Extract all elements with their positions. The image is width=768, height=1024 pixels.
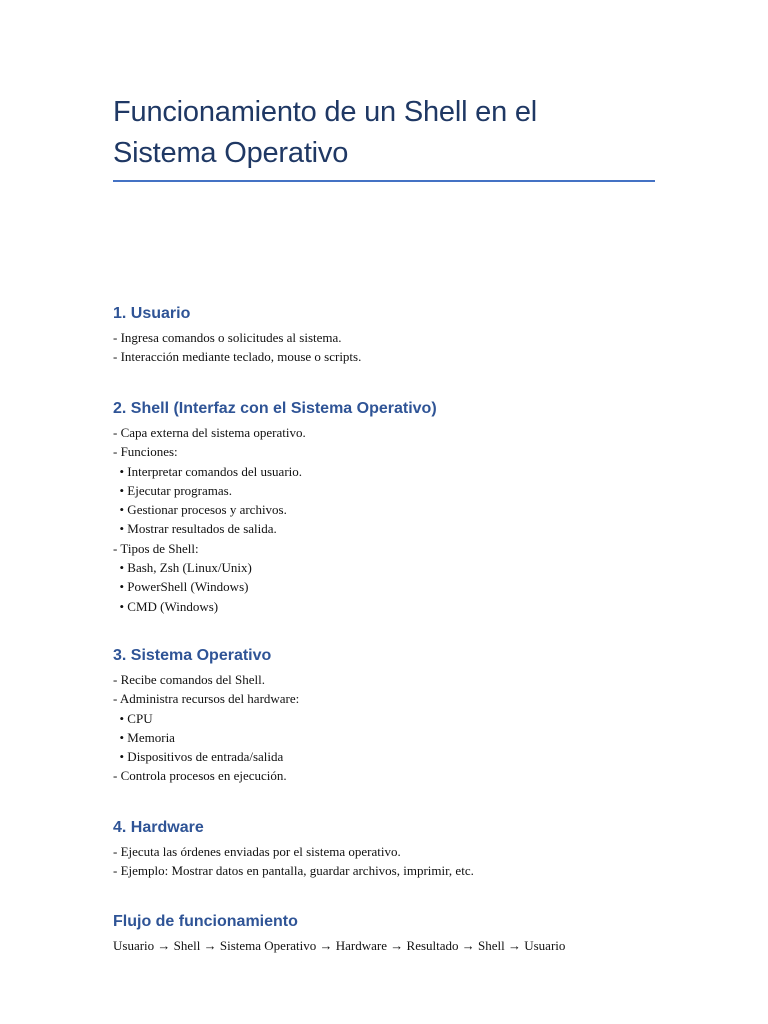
section-lines xyxy=(113,423,437,616)
section-usuario xyxy=(113,304,361,367)
list-item: - Recibe comandos del Shell. xyxy=(113,672,265,687)
list-item: - Controla procesos en ejecución. xyxy=(113,768,287,784)
list-item: - Capa externa del sistema operativo. xyxy=(113,425,306,440)
section-lines xyxy=(113,936,565,955)
list-item: • Gestionar procesos y archivos. xyxy=(113,502,287,518)
section-heading: 1. Usuario xyxy=(113,305,191,322)
list-item: - Administra recursos del hardware: xyxy=(113,691,300,707)
list-item: - Ejemplo: Mostrar datos en pantalla, guardar archivos, imprimir, etc. xyxy=(113,863,474,879)
list-item: - Ingresa comandos o solicitudes al sistema. xyxy=(113,330,342,345)
list-item: • CPU xyxy=(113,710,153,726)
section-lines xyxy=(113,328,361,367)
document-title-line-1: Funcionamiento de un Shell en el xyxy=(113,96,538,128)
list-item: • Dispositivos de entrada/salida xyxy=(113,749,284,765)
list-item: - Interacción mediante teclado, mouse o scripts. xyxy=(113,349,362,365)
section-heading: Flujo de funcionamiento xyxy=(113,913,298,930)
title-divider xyxy=(113,180,655,182)
list-item: • Ejecutar programas. xyxy=(113,482,232,498)
flow-line: Usuario → Shell → Sistema Operativo → Hardware → Resultado → Shell → Usuario xyxy=(113,938,566,953)
list-item: • PowerShell (Windows) xyxy=(113,579,249,595)
list-item: - Ejecuta las órdenes enviadas por el sistema operativo. xyxy=(113,844,401,859)
section-heading: 3. Sistema Operativo xyxy=(113,647,272,664)
list-item: • Mostrar resultados de salida. xyxy=(113,521,277,537)
document-title-line-2: Sistema Operativo xyxy=(113,137,349,169)
list-item: • CMD (Windows) xyxy=(113,598,219,614)
section-shell xyxy=(113,399,437,616)
list-item: - Tipos de Shell: xyxy=(113,540,199,556)
list-item: • Interpretar comandos del usuario. xyxy=(113,463,303,479)
document-title xyxy=(113,92,655,174)
section-hardware xyxy=(113,818,474,881)
section-lines xyxy=(113,670,299,786)
section-lines xyxy=(113,842,474,881)
list-item: • Bash, Zsh (Linux/Unix) xyxy=(113,560,252,576)
section-heading: 2. Shell (Interfaz con el Sistema Operativo) xyxy=(113,400,437,417)
document-page xyxy=(113,92,655,953)
section-heading: 4. Hardware xyxy=(113,819,204,836)
section-flujo xyxy=(113,912,565,955)
section-sistema-operativo xyxy=(113,646,299,786)
list-item: • Memoria xyxy=(113,729,175,745)
list-item: - Funciones: xyxy=(113,444,178,460)
